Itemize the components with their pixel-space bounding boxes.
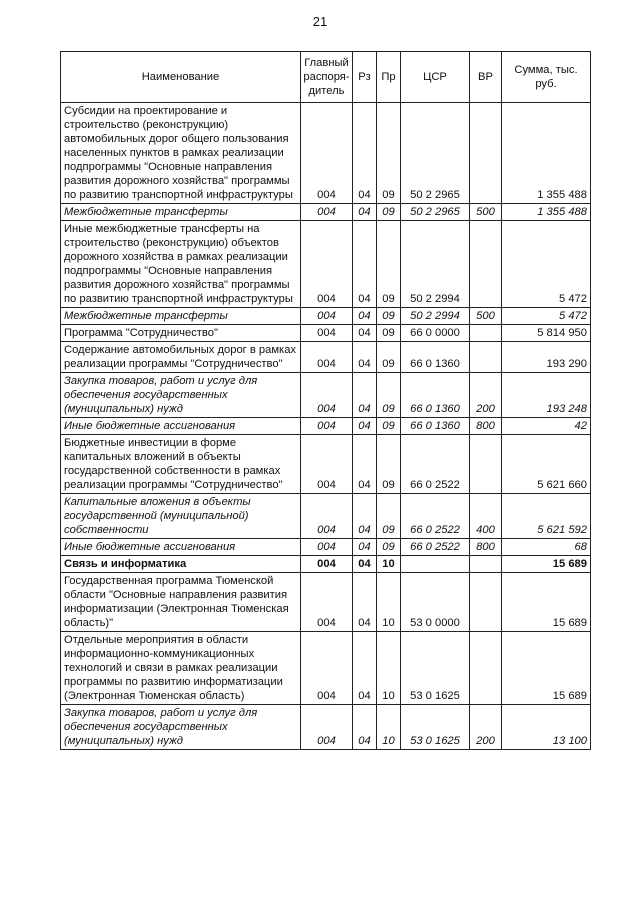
table-row: [61, 494, 591, 539]
header-pr: Пр: [377, 52, 401, 103]
header-main-manager: Главный распоря-дитель: [301, 52, 353, 103]
table-row: [61, 308, 591, 325]
table-cell-csr: 66 0 2522: [401, 494, 470, 539]
table-cell-vr: [470, 342, 502, 373]
table-cell-name: Связь и информатика: [61, 556, 301, 573]
table-cell-name: Иные бюджетные ассигнования: [61, 418, 301, 435]
table-cell-main-manager: 004: [301, 632, 353, 705]
table-row: [61, 103, 591, 204]
table-cell-rz: 04: [353, 418, 377, 435]
table-cell-sum: 5 472: [502, 221, 591, 308]
table-row: [61, 373, 591, 418]
table-cell-name: Иные бюджетные ассигнования: [61, 539, 301, 556]
table-cell-vr: [470, 632, 502, 705]
table-cell-csr: 50 2 2965: [401, 204, 470, 221]
table-cell-rz: 04: [353, 435, 377, 494]
table-cell-rz: 04: [353, 632, 377, 705]
table-cell-vr: 400: [470, 494, 502, 539]
table-cell-pr: 09: [377, 325, 401, 342]
table-row: [61, 705, 591, 750]
table-cell-pr: 10: [377, 632, 401, 705]
table-cell-main-manager: 004: [301, 221, 353, 308]
table-cell-main-manager: 004: [301, 342, 353, 373]
table-cell-rz: 04: [353, 342, 377, 373]
table-cell-main-manager: 004: [301, 418, 353, 435]
table-cell-main-manager: 004: [301, 556, 353, 573]
table-cell-name: Отдельные мероприятия в области информационно-коммуникационных технологий и связи в рамках реализации программы по развитию информатизации (Электронная Тюменская область): [61, 632, 301, 705]
table-cell-main-manager: 004: [301, 325, 353, 342]
table-cell-sum: 15 689: [502, 632, 591, 705]
table-cell-vr: [470, 556, 502, 573]
table-cell-sum: 5 621 592: [502, 494, 591, 539]
table-cell-csr: 66 0 2522: [401, 539, 470, 556]
table-cell-csr: 66 0 1360: [401, 342, 470, 373]
table-cell-sum: 15 689: [502, 556, 591, 573]
table-cell-main-manager: 004: [301, 308, 353, 325]
table-cell-csr: 66 0 1360: [401, 418, 470, 435]
table-cell-main-manager: 004: [301, 539, 353, 556]
table-cell-csr: 53 0 1625: [401, 632, 470, 705]
table-cell-sum: 15 689: [502, 573, 591, 632]
table-row: [61, 435, 591, 494]
table-row: [61, 221, 591, 308]
table-cell-vr: [470, 103, 502, 204]
table-cell-pr: 09: [377, 435, 401, 494]
table-cell-vr: [470, 435, 502, 494]
table-cell-vr: 800: [470, 539, 502, 556]
table-cell-vr: 800: [470, 418, 502, 435]
table-cell-rz: 04: [353, 373, 377, 418]
table-cell-sum: 5 472: [502, 308, 591, 325]
table-cell-sum: 193 248: [502, 373, 591, 418]
table-cell-name: Капитальные вложения в объекты государственной (муниципальной) собственности: [61, 494, 301, 539]
table-cell-main-manager: 004: [301, 103, 353, 204]
table-cell-csr: [401, 556, 470, 573]
header-vr: ВР: [470, 52, 502, 103]
table-cell-pr: 09: [377, 494, 401, 539]
table-row: [61, 325, 591, 342]
table-cell-name: Государственная программа Тюменской области "Основные направления развития информатизации (Электронная Тюменская область)": [61, 573, 301, 632]
table-cell-sum: 68: [502, 539, 591, 556]
table-cell-pr: 09: [377, 204, 401, 221]
table-cell-sum: 1 355 488: [502, 204, 591, 221]
page-number: 21: [312, 14, 328, 29]
table-cell-main-manager: 004: [301, 435, 353, 494]
table-cell-rz: 04: [353, 308, 377, 325]
table-cell-main-manager: 004: [301, 705, 353, 750]
table-cell-csr: 50 2 2965: [401, 103, 470, 204]
table-cell-pr: 09: [377, 418, 401, 435]
table-cell-rz: 04: [353, 325, 377, 342]
table-cell-pr: 09: [377, 103, 401, 204]
table-cell-vr: [470, 221, 502, 308]
table-cell-name: Субсидии на проектирование и строительство (реконструкцию) автомобильных дорог общего пользования населенных пунктов в рамках реализации подпрограммы "Основные направления развития дорожного хозяйства" программы по развитию транспортной инфраструктуры: [61, 103, 301, 204]
table-cell-csr: 50 2 2994: [401, 308, 470, 325]
table-cell-name: Закупка товаров, работ и услуг для обеспечения государственных (муниципальных) нужд: [61, 705, 301, 750]
table-cell-rz: 04: [353, 539, 377, 556]
table-cell-pr: 09: [377, 221, 401, 308]
table-cell-vr: 200: [470, 705, 502, 750]
table-cell-pr: 10: [377, 556, 401, 573]
table-cell-vr: 500: [470, 204, 502, 221]
table-cell-main-manager: 004: [301, 494, 353, 539]
header-rz: Рз: [353, 52, 377, 103]
table-cell-name: Бюджетные инвестиции в форме капитальных вложений в объекты государственной собственности в рамках реализации программы "Сотрудничество": [61, 435, 301, 494]
table-cell-pr: 10: [377, 573, 401, 632]
table-cell-main-manager: 004: [301, 204, 353, 221]
table-cell-sum: 5 814 950: [502, 325, 591, 342]
table-cell-sum: 42: [502, 418, 591, 435]
table-cell-sum: 5 621 660: [502, 435, 591, 494]
table-cell-vr: [470, 325, 502, 342]
header-sum: Сумма, тыс. руб.: [502, 52, 591, 103]
table-row: [61, 556, 591, 573]
budget-table: [60, 51, 591, 750]
header-csr: ЦСР: [401, 52, 470, 103]
table-cell-name: Содержание автомобильных дорог в рамках реализации программы "Сотрудничество": [61, 342, 301, 373]
table-cell-rz: 04: [353, 705, 377, 750]
table-cell-pr: 09: [377, 308, 401, 325]
table-cell-name: Закупка товаров, работ и услуг для обеспечения государственных (муниципальных) нужд: [61, 373, 301, 418]
table-cell-pr: 10: [377, 705, 401, 750]
table-cell-main-manager: 004: [301, 573, 353, 632]
table-cell-rz: 04: [353, 556, 377, 573]
table-cell-name: Программа "Сотрудничество": [61, 325, 301, 342]
table-cell-rz: 04: [353, 494, 377, 539]
table-cell-pr: 09: [377, 539, 401, 556]
table-cell-rz: 04: [353, 204, 377, 221]
table-row: [61, 632, 591, 705]
header-name: Наименование: [61, 52, 301, 103]
table-header-row: [61, 52, 591, 103]
table-cell-vr: 200: [470, 373, 502, 418]
table-cell-name: Иные межбюджетные трансферты на строительство (реконструкцию) объектов дорожного хозяйства в рамках реализации подпрограммы "Основные направления развития дорожного хозяйства" программы по развитию транспортной инфраструктуры: [61, 221, 301, 308]
table-cell-vr: 500: [470, 308, 502, 325]
table-cell-main-manager: 004: [301, 373, 353, 418]
table-cell-csr: 66 0 0000: [401, 325, 470, 342]
table-row: [61, 418, 591, 435]
table-cell-vr: [470, 573, 502, 632]
table-cell-rz: 04: [353, 573, 377, 632]
table-cell-csr: 53 0 1625: [401, 705, 470, 750]
table-cell-rz: 04: [353, 221, 377, 308]
table-cell-sum: 193 290: [502, 342, 591, 373]
table-cell-name: Межбюджетные трансферты: [61, 204, 301, 221]
table-cell-csr: 53 0 0000: [401, 573, 470, 632]
table-cell-csr: 50 2 2994: [401, 221, 470, 308]
table-cell-name: Межбюджетные трансферты: [61, 308, 301, 325]
table-row: [61, 539, 591, 556]
table-row: [61, 204, 591, 221]
table-cell-csr: 66 0 2522: [401, 435, 470, 494]
table-cell-pr: 09: [377, 373, 401, 418]
table-cell-csr: 66 0 1360: [401, 373, 470, 418]
table-row: [61, 342, 591, 373]
table-cell-pr: 09: [377, 342, 401, 373]
table-row: [61, 573, 591, 632]
table-cell-rz: 04: [353, 103, 377, 204]
table-cell-sum: 1 355 488: [502, 103, 591, 204]
table-cell-sum: 13 100: [502, 705, 591, 750]
